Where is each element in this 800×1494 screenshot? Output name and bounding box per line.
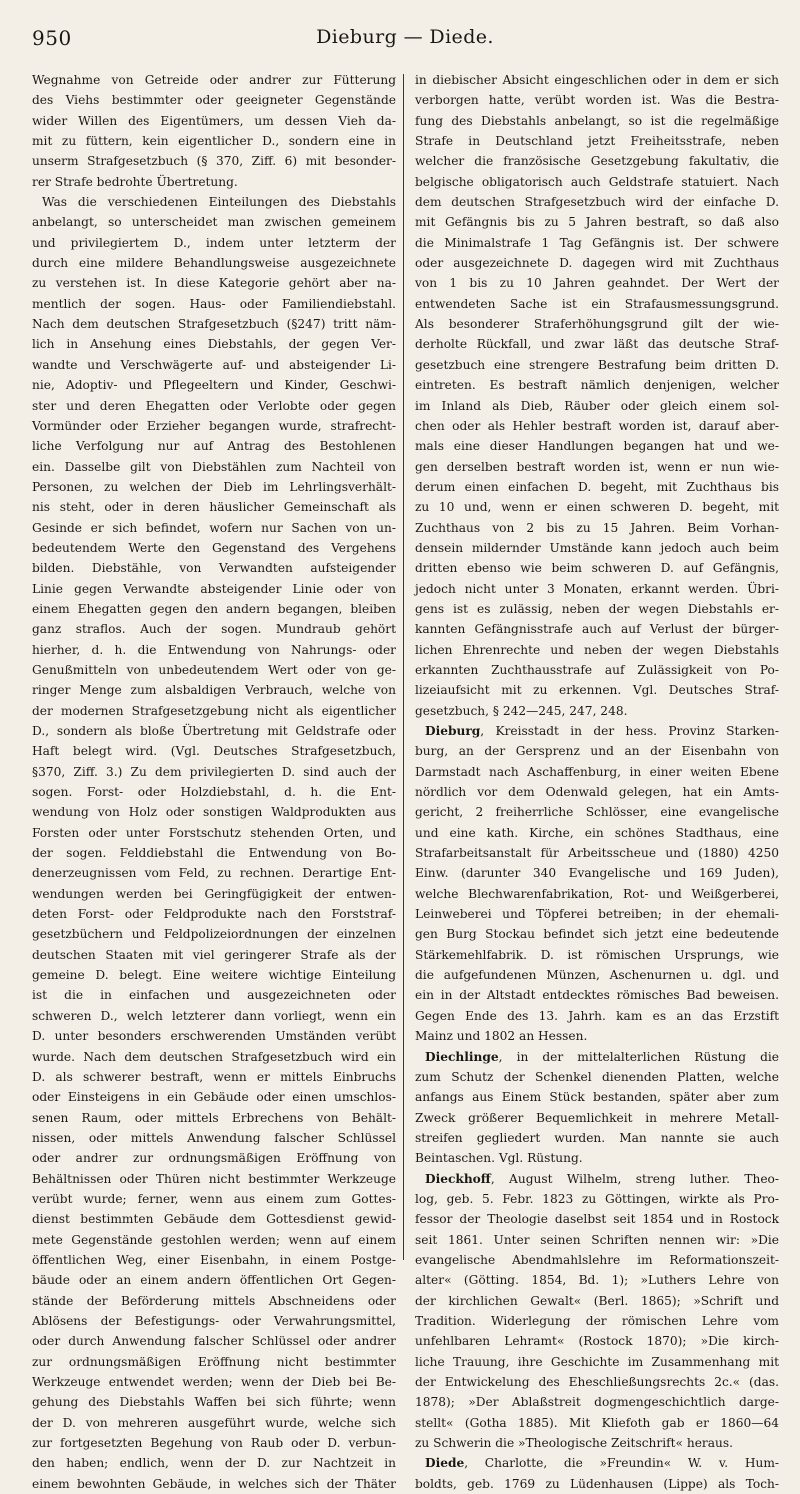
text-line: oder Einsteigens in ein Gebäude oder einen umschlos-: [32, 1090, 396, 1105]
text-line: lich in Ansehung eines Diebstahls, der gegen Ver-: [32, 337, 396, 352]
text-line: deutschen Staaten mit viel geringerer Strafe als der: [32, 947, 396, 962]
text-line: streifen gegliedert wurden. Man nannte sie auch: [415, 1130, 779, 1145]
text-line: senen Raum, oder mittels Erbrechens von Behält-: [32, 1110, 396, 1125]
text-line: Was die verschiedenen Einteilungen des Diebstahls: [42, 195, 396, 210]
text-line: Genußmitteln von unbedeutendem Wert oder von ge-: [32, 662, 396, 677]
text-line: in diebischer Absicht eingeschlichen oder in dem er sich: [415, 73, 779, 87]
right-column: [415, 70, 779, 1491]
text-line: bilden. Diebstähle, von Verwandten aufsteigender: [32, 561, 396, 576]
text-line: ringer Menge zum alsbaldigen Verbrauch, welche von: [32, 683, 396, 698]
text-line: anbelangt, so unterscheidet man zwischen gemeinem: [32, 215, 396, 230]
text-line: mete Gegenstände gestohlen werden; wenn auf einem: [32, 1232, 396, 1247]
text-line: mit Gefängnis bis zu 5 Jahren bestraft, so daß also: [415, 215, 779, 230]
text-line: Linie gegen Verwandte absteigender Linie oder von: [32, 581, 396, 596]
text-line: densein mildernder Umstände kann jedoch auch beim: [415, 540, 779, 555]
text-line: Mainz und 1802 an Hessen.: [415, 1029, 588, 1044]
column-divider: [403, 74, 404, 1260]
text-line: welche Blechwarenfabrikation, Rot- und Weißgerberei,: [415, 886, 779, 901]
text-line: gesetzbuch eine strengere Bestrafung beim dritten D.: [415, 357, 779, 372]
text-line: Gegen Ende des 13. Jahrh. kam es an das Erzstift: [415, 1008, 779, 1023]
text-line: gens ist es zulässig, neben der wegen Diebstahls er-: [415, 601, 779, 616]
text-line: verübt wurde; ferner, wenn aus einem zum Gottes-: [32, 1191, 396, 1206]
text-line: oder andrer zur ordnungsmäßigen Eröffnung von: [32, 1151, 396, 1166]
text-line: ist die in einfachen und ausgezeichneten oder: [32, 988, 396, 1003]
text-line: gemeine D. belegt. Eine weitere wichtige Einteilung: [32, 968, 396, 983]
text-line: Tradition. Widerlegung der römischen Lehre vom: [415, 1313, 779, 1328]
text-line: unserm Strafgesetzbuch (§ 370, Ziff. 6) mit besonder-: [32, 154, 396, 169]
text-line: sogen. Forst- oder Holzdiebstahl, d. h. die Ent-: [32, 785, 396, 800]
text-line: wurde. Nach dem deutschen Strafgesetzbuch wird ein: [32, 1049, 396, 1064]
text-line: rer Strafe bedrohte Übertretung.: [32, 174, 238, 189]
text-line: boldts, geb. 1769 zu Lüdenhausen (Lippe) als Toch-: [415, 1476, 779, 1491]
text-line: die aufgefundenen Münzen, Aschenurnen u. dgl. und: [415, 968, 779, 983]
text-line: Behältnissen oder Thüren nicht bestimmter Werkzeuge: [32, 1171, 396, 1186]
text-line: nördlich vor dem Odenwald gelegen, hat ein Amts-: [415, 785, 779, 800]
text-line: nis steht, oder in deren häuslicher Gemeinschaft als: [32, 500, 396, 515]
text-line: welcher die französische Gesetzgebung fakultativ, die: [415, 154, 779, 169]
text-line: Einw. (darunter 340 Evangelische und 169 Juden),: [415, 866, 779, 881]
entry-start-line: Dieckhoff, August Wilhelm, streng luther. Theo-: [425, 1171, 779, 1186]
text-line: nissen, oder mittels Anwendung falscher Schlüssel: [32, 1130, 396, 1145]
headword: Diede: [425, 1456, 465, 1471]
page-number: 950: [32, 26, 72, 50]
left-column: [32, 70, 396, 1491]
headword: Diechlinge: [425, 1049, 499, 1064]
text-line: oder durch Anwendung falscher Schlüssel oder andrer: [32, 1334, 396, 1349]
text-line: liche Verfolgung nur auf Antrag des Bestohlenen: [32, 439, 396, 454]
text-line: schweren D., welch letzterer dann vorliegt, wenn ein: [32, 1008, 396, 1023]
text-line: ganz straflos. Auch der sogen. Mundraub gehört: [32, 622, 396, 637]
text-line: Wegnahme von Getreide oder andrer zur Fütterung: [32, 73, 396, 87]
headword: Dieckhoff: [425, 1171, 491, 1186]
text-line: unfehlbaren Lehramt« (Rostock 1870); »Die kirch-: [415, 1334, 779, 1349]
text-line: der Entwickelung des Eheschließungsrechts 2c.« (das.: [415, 1375, 779, 1389]
text-line: gen derselben bestraft worden ist, wenn er nun wie-: [415, 459, 779, 474]
text-line: hierher, d. h. die Entwendung von Nahrungs- oder: [32, 642, 396, 657]
text-line: durch eine mildere Behandlungsweise ausgezeichnete: [32, 256, 396, 271]
text-line: öffentlichen Weg, einer Eisenbahn, in einem Postge-: [32, 1252, 396, 1267]
text-line: Personen, zu welchen der Dieb im Lehrlingsverhält-: [32, 479, 396, 494]
text-line: ein. Dasselbe gilt von Diebstählen zum Nachteil von: [32, 459, 396, 474]
running-head: Dieburg — Diede.: [316, 26, 494, 48]
text-line: des Viehs bestimmter oder geeigneter Gegenstände: [32, 93, 396, 108]
text-line: zu Schwerin die »Theologische Zeitschrift« heraus.: [415, 1436, 733, 1451]
text-line: Forsten oder unter Forstschutz stehenden Orten, und: [32, 825, 396, 840]
text-line: wandte und Verschwägerte auf- und absteigender Li-: [32, 357, 396, 372]
text-line: gesetzbüchern und Feldpolizeiordnungen der einzelnen: [32, 927, 396, 942]
text-line: stellt« (Gotha 1885). Mit Kliefoth gab er 1860—64: [415, 1415, 779, 1430]
text-line: seit 1861. Unter seinen Schriften nennen wir: »Die: [415, 1232, 779, 1247]
text-line: Leinweberei und Töpferei betreiben; in der ehemali-: [415, 907, 779, 922]
text-line: gericht, 2 freiherrliche Schlösser, eine evangelische: [415, 805, 779, 820]
text-line: zu 10 und, wenn er einen schweren D. begeht, mit: [415, 500, 779, 515]
text-line: evangelische Abendmahlslehre im Reformationszeit-: [415, 1252, 779, 1267]
text-line: Stärkemehlfabrik. D. ist römischen Ursprungs, wie: [415, 947, 779, 962]
text-line: zu verstehen ist. In diese Kategorie gehört aber na-: [32, 276, 396, 291]
text-line: fessor der Theologie daselbst seit 1854 und in Rostock: [415, 1212, 779, 1227]
text-line: 1878); »Der Ablaßstreit dogmengeschichtlich darge-: [415, 1395, 779, 1410]
text-line: Darmstadt nach Aschaffenburg, in einer weiten Ebene: [415, 764, 779, 779]
text-line: Vormünder oder Erzieher begangen wurde, strafrecht-: [32, 418, 396, 433]
text-line: bedeutendem Werte den Gegenstand des Vergehens: [32, 540, 396, 555]
text-line: belgische obligatorisch auch Geldstrafe statuiert. Nach: [415, 174, 779, 189]
text-line: mals eine dieser Handlungen begangen hat und we-: [415, 439, 779, 454]
text-line: bäude oder an einem andern öffentlichen Ort Gegen-: [32, 1273, 396, 1288]
text-line: gesetzbuch, § 242—245, 247, 248.: [415, 703, 628, 718]
entry-start-line: Diede, Charlotte, die »Freundin« W. v. Hum-: [425, 1456, 779, 1471]
text-line: entwendeten Sache ist ein Strafausmessungsgrund.: [415, 296, 779, 311]
text-line: kannten Gefängnisstrafe auch auf Verlust der bürger-: [415, 622, 779, 637]
text-line: ster und deren Ehegatten oder Verlobte oder gegen: [32, 398, 396, 413]
text-line: Werkzeuge entwendet werden; wenn der Dieb bei Be-: [32, 1375, 396, 1389]
text-line: D. unter besonders erschwerenden Umständen verübt: [32, 1029, 396, 1044]
text-line: denerzeugnissen vom Feld, zu rechnen. Derartige Ent-: [32, 866, 396, 881]
text-line: chen oder als Hehler bestraft worden ist, darauf aber-: [415, 418, 779, 433]
text-line: lizeiaufsicht mit zu erkennen. Vgl. Deutsches Straf-: [415, 683, 779, 698]
text-line: fung des Diebstahls anbelangt, so ist die regelmäßige: [415, 113, 779, 128]
text-line: der sogen. Felddiebstahl die Entwendung von Bo-: [32, 846, 396, 861]
text-line: alter« (Götting. 1854, Bd. 1); »Luthers Lehre von: [415, 1273, 779, 1288]
text-line: §370, Ziff. 3.) Zu dem privilegierten D. sind auch der: [32, 764, 396, 779]
text-line: nie, Adoptiv- und Pflegeeltern und Kinder, Geschwi-: [32, 378, 396, 393]
text-line: anfangs aus Einem Stück bestanden, später aber zum: [415, 1090, 779, 1105]
text-line: gehung des Diebstahls Waffen bei sich führte; wenn: [32, 1395, 396, 1410]
text-line: mit zu füttern, kein eigentlicher D., sondern eine in: [32, 134, 396, 149]
text-line: dem deutschen Strafgesetzbuch wird der einfache D.: [415, 195, 779, 210]
page-header: [32, 24, 778, 60]
text-line: dienst bestimmten Gebäude dem Gottesdienst gewid-: [32, 1212, 396, 1227]
text-line: den haben; endlich, wenn der D. zur Nachtzeit in: [32, 1456, 396, 1471]
text-line: der modernen Strafgesetzgebung nicht als eigentlicher: [32, 703, 396, 718]
text-line: derum einen einfachen D. begeht, mit Zuchthaus bis: [415, 479, 779, 494]
text-line: Als besonderer Straferhöhungsgrund gilt der wie-: [415, 317, 779, 332]
text-line: die Minimalstrafe 1 Tag Gefängnis ist. Der schwere: [415, 235, 779, 250]
text-line: liche Trauung, ihre Geschichte im Zusammenhang mit: [415, 1354, 779, 1369]
text-line: erkannten Zuchthausstrafe auf Zulässigkeit von Po-: [415, 662, 779, 677]
text-line: D. als schwerer bestraft, wenn er mittels Einbruchs: [32, 1069, 396, 1084]
text-columns: [32, 70, 782, 1491]
text-line: gen Burg Stockau befindet sich jetzt eine bedeutende: [415, 927, 779, 942]
text-line: Gesinde er sich befindet, wofern nur Sachen von un-: [32, 520, 396, 535]
text-line: mentlich der sogen. Haus- oder Familiendiebstahl.: [32, 296, 396, 311]
text-line: Nach dem deutschen Strafgesetzbuch (§247) tritt näm-: [32, 317, 396, 332]
text-line: Haft belegt wird. (Vgl. Deutsches Strafgesetzbuch,: [32, 744, 396, 759]
text-line: deten Forst- oder Feldprodukte nach den Forststraf-: [32, 907, 396, 922]
headword: Dieburg: [425, 724, 481, 738]
text-line: verborgen hatte, verübt worden ist. Was die Bestra-: [415, 93, 779, 108]
text-line: wider Willen des Eigentümers, um dessen Vieh da-: [32, 113, 396, 128]
text-line: oder ausgezeichnete D. dagegen wird mit Zuchthaus: [415, 256, 779, 271]
text-line: dritten ebenso wie beim schweren D. auf Gefängnis,: [415, 561, 779, 576]
text-line: Strafarbeitsanstalt für Arbeitsscheue und (1880) 4250: [415, 846, 779, 861]
text-line: D., sondern als bloße Übertretung mit Geldstrafe oder: [32, 724, 396, 738]
text-line: einem Ehegatten gegen den andern begangen, bleiben: [32, 601, 396, 616]
text-line: Zuchthaus von 2 bis zu 15 Jahren. Beim Vorhan-: [415, 520, 779, 535]
text-line: von 1 bis zu 10 Jahren geahndet. Der Wert der: [415, 276, 779, 291]
text-line: Ablösens der Befestigungs- oder Verwahrungsmittel,: [32, 1313, 396, 1328]
entry-start-line: Diechlinge, in der mittelalterlichen Rüstung die: [425, 1049, 779, 1064]
text-line: jedoch nicht unter 3 Monaten, erkannt werden. Übri-: [415, 581, 779, 596]
text-line: zur fortgesetzten Begehung von Raub oder D. verbun-: [32, 1436, 396, 1451]
text-line: und eine kath. Kirche, ein schönes Stadthaus, eine: [415, 825, 779, 840]
text-line: wendungen werden bei Geringfügigkeit der entwen-: [32, 886, 396, 901]
text-line: burg, an der Gersprenz und an der Eisenbahn von: [415, 744, 779, 759]
text-line: und privilegiertem D., indem unter letzterm der: [32, 235, 396, 250]
text-line: Strafe in Deutschland jetzt Freiheitsstrafe, neben: [415, 134, 779, 149]
text-line: lichen Ehrenrechte und neben der wegen Diebstahls: [415, 642, 779, 657]
text-line: Beintaschen. Vgl. Rüstung.: [415, 1151, 583, 1166]
text-line: der kirchlichen Gewalt« (Berl. 1865); »Schrift und: [415, 1293, 779, 1308]
text-line: stände der Beförderung mittels Abschneidens oder: [32, 1293, 396, 1308]
text-line: log, geb. 5. Febr. 1823 zu Göttingen, wirkte als Pro-: [415, 1191, 779, 1206]
text-line: zum Schutz der Schenkel dienenden Platten, welche: [415, 1069, 779, 1084]
text-line: einem bewohnten Gebäude, in welches sich der Thäter: [32, 1476, 396, 1491]
text-line: eintreten. Es bestraft nämlich denjenigen, welcher: [415, 378, 779, 393]
text-line: wendung von Holz oder sonstigen Waldprodukten aus: [32, 805, 396, 820]
text-line: ein in der Altstadt entdecktes römisches Bad beweisen.: [415, 988, 779, 1003]
text-line: im Inland als Dieb, Räuber oder gleich einem sol-: [415, 398, 779, 413]
text-line: Zweck größerer Bequemlichkeit in mehrere Metall-: [415, 1110, 779, 1125]
text-line: der D. von mehreren ausgeführt wurde, welche sich: [32, 1415, 396, 1430]
text-line: derholte Rückfall, und zwar läßt das deutsche Straf-: [415, 337, 779, 352]
text-line: zur ordnungsmäßigen Eröffnung nicht bestimmter: [32, 1354, 396, 1369]
entry-start-line: Dieburg, Kreisstadt in der hess. Provinz Starken-: [425, 724, 779, 738]
